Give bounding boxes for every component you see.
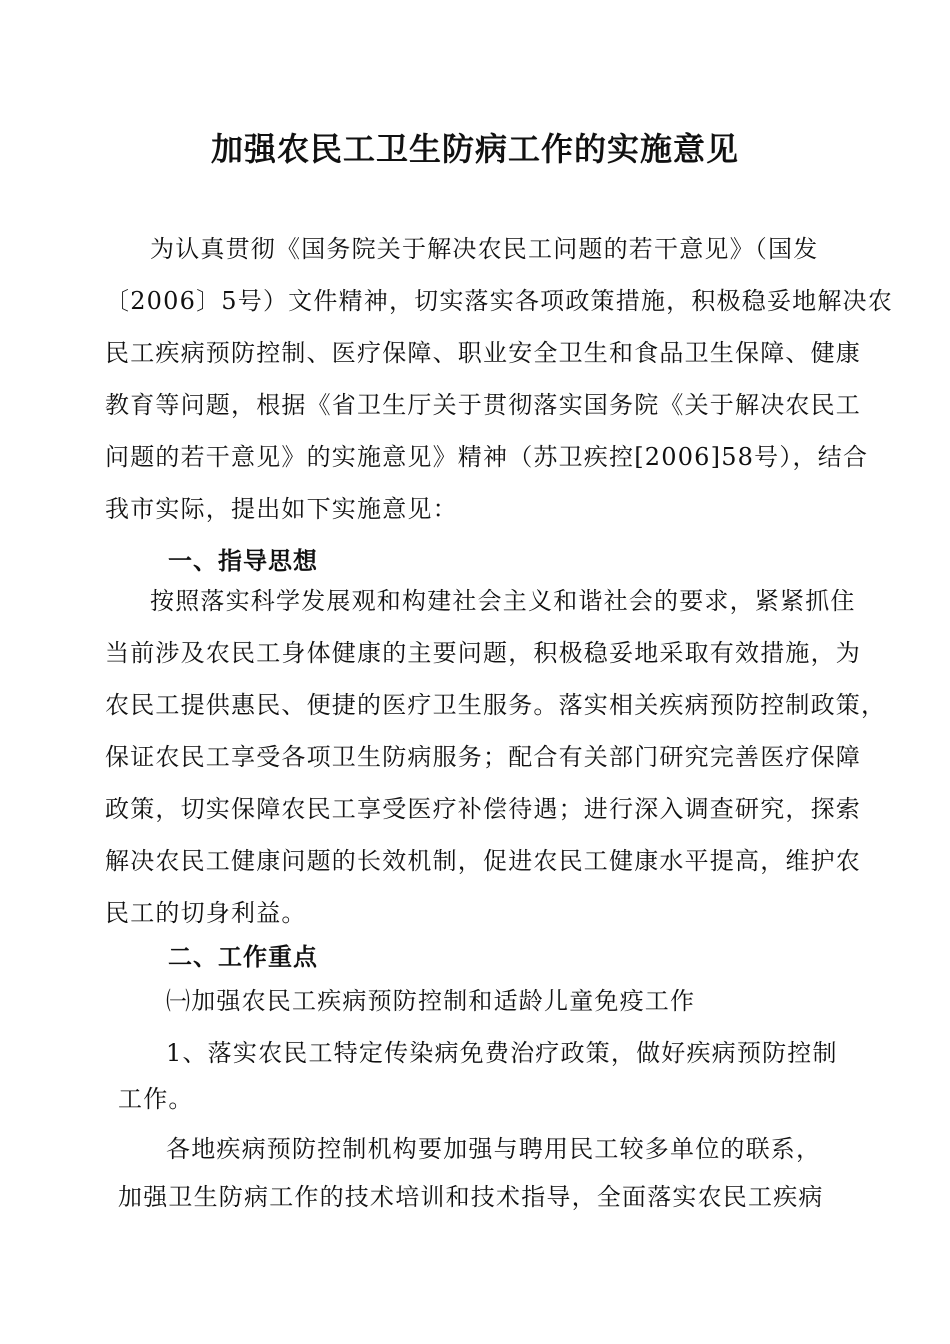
intro-line-6: 我市实际，提出如下实施意见： xyxy=(105,495,458,523)
item1-line-2: 工作。 xyxy=(118,1085,194,1113)
section1-line-6: 解决农民工健康问题的长效机制，促进农民工健康水平提高，维护农 xyxy=(105,847,861,875)
section1-line-4: 保证农民工享受各项卫生防病服务；配合有关部门研究完善医疗保障 xyxy=(105,743,861,771)
section1-line-1: 按照落实科学发展观和构建社会主义和谐社会的要求，紧紧抓住 xyxy=(150,587,856,615)
section1-line-5: 政策，切实保障农民工享受医疗补偿待遇；进行深入调查研究，探索 xyxy=(105,795,861,823)
section-heading-work-focus: 二、工作重点 xyxy=(168,943,318,971)
intro-line-5: 问题的若干意见》的实施意见》精神（苏卫疾控[2006]58号），结合 xyxy=(105,443,869,471)
intro-line-4: 教育等问题，根据《省卫生厅关于贯彻落实国务院《关于解决农民工 xyxy=(105,391,861,419)
section1-line-7: 民工的切身利益。 xyxy=(105,899,307,927)
intro-line-3: 民工疾病预防控制、医疗保障、职业安全卫生和食品卫生保障、健康 xyxy=(105,339,861,367)
item1-body-line-1: 各地疾病预防控制机构要加强与聘用民工较多单位的联系， xyxy=(166,1135,822,1163)
document-title: 加强农民工卫生防病工作的实施意见 xyxy=(210,130,739,168)
section1-line-3: 农民工提供惠民、便捷的医疗卫生服务。落实相关疾病预防控制政策， xyxy=(105,691,887,719)
intro-line-2: 〔2006〕5号）文件精神，切实落实各项政策措施，积极稳妥地解决农 xyxy=(105,287,893,315)
item1-line-1: 1、落实农民工特定传染病免费治疗政策，做好疾病预防控制 xyxy=(166,1039,838,1067)
section1-line-2: 当前涉及农民工身体健康的主要问题，积极稳妥地采取有效措施，为 xyxy=(105,639,861,667)
section-heading-guiding-thought: 一、指导思想 xyxy=(168,547,318,575)
intro-line-1: 为认真贯彻《国务院关于解决农民工问题的若干意见》（国发 xyxy=(150,235,819,263)
item1-body-line-2: 加强卫生防病工作的技术培训和技术指导，全面落实农民工疾病 xyxy=(118,1183,824,1211)
subsection-heading-1: ㈠加强农民工疾病预防控制和适龄儿童免疫工作 xyxy=(166,987,696,1015)
